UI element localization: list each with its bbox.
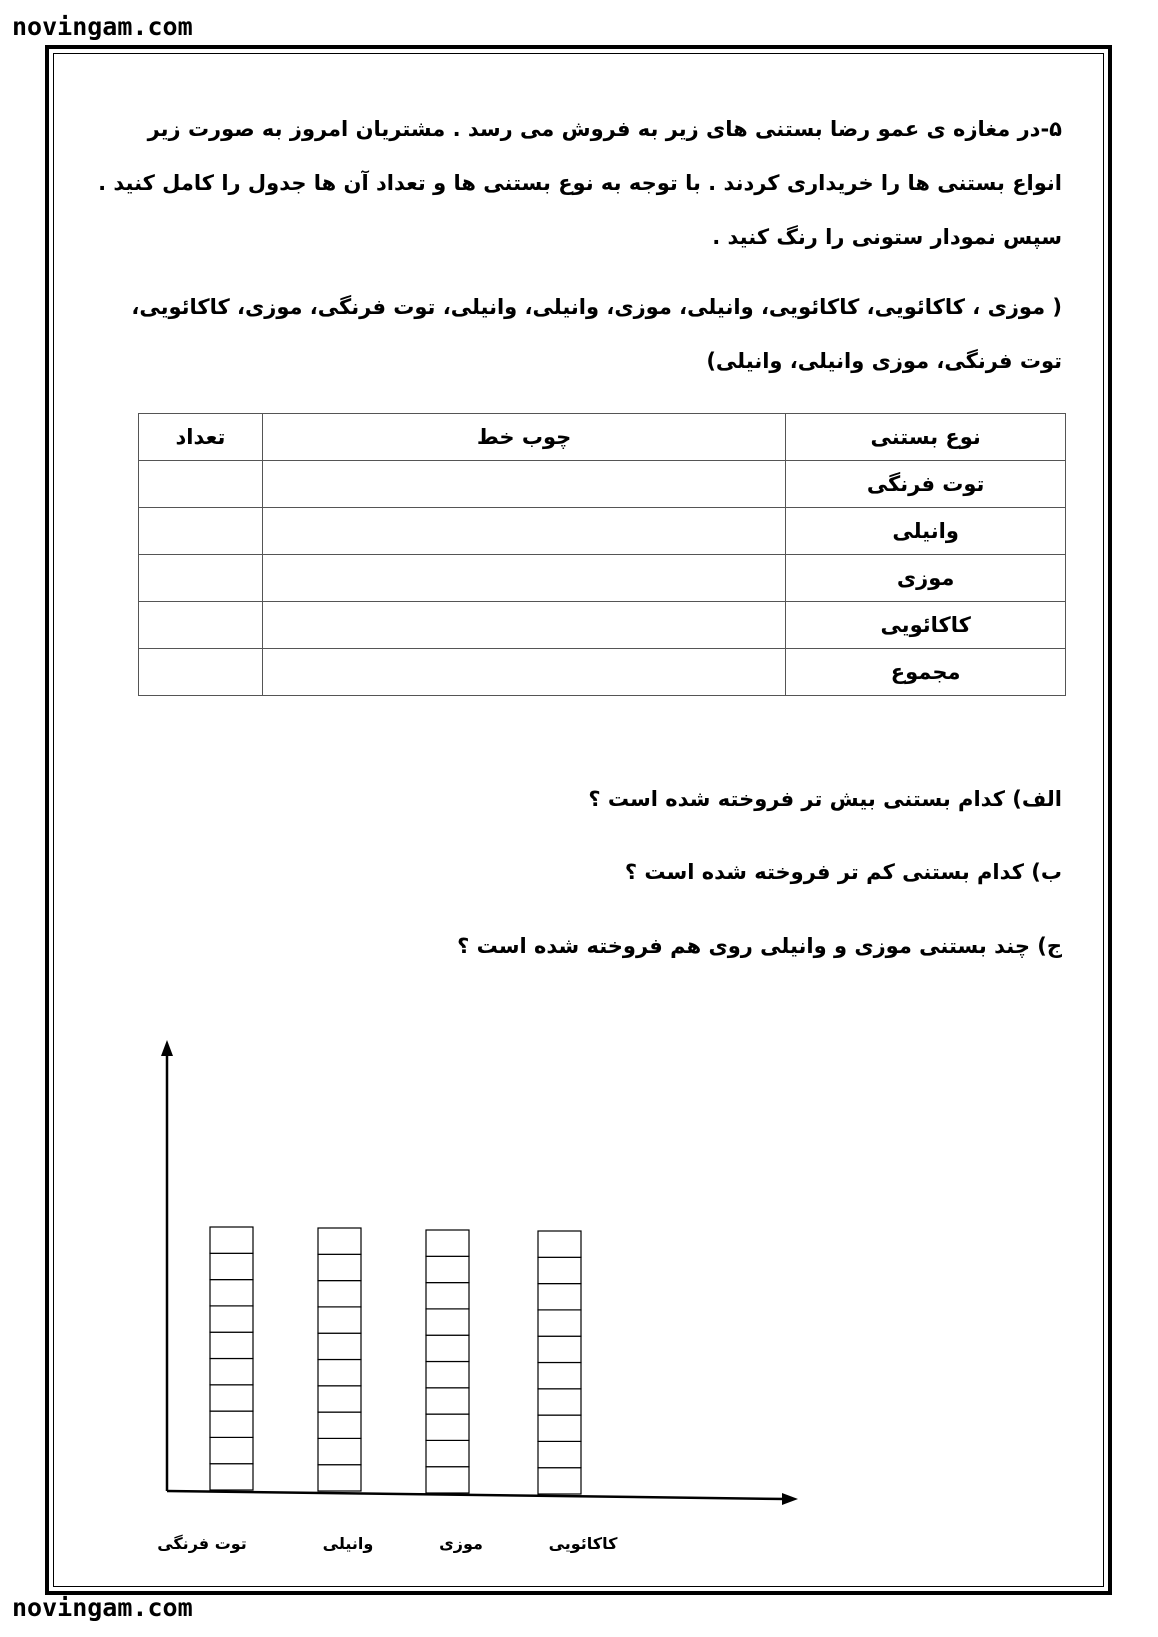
column-1 <box>210 1227 253 1490</box>
column-cell[interactable] <box>210 1359 253 1385</box>
column-cell[interactable] <box>538 1336 581 1362</box>
header-count: تعداد <box>139 414 263 461</box>
site-watermark-bottom: novingam.com <box>12 1593 193 1622</box>
column-cell[interactable] <box>318 1412 361 1438</box>
column-cell[interactable] <box>210 1437 253 1463</box>
column-cell[interactable] <box>426 1362 469 1388</box>
row-label-vanilla: وانیلی <box>786 508 1066 555</box>
column-cell[interactable] <box>210 1385 253 1411</box>
flavor-sales-list: ( موزی ، کاکائویی، کاکائویی، وانیلی، موزی، وانیلی، وانیلی، توت فرنگی، موزی، کاکائویی، توت فرنگی، موزی وانیلی، وانیلی) <box>131 295 1062 373</box>
header-tally: چوب خط <box>262 414 785 461</box>
x-tick-label: کاکائویی <box>548 1534 618 1553</box>
column-cell[interactable] <box>538 1468 581 1494</box>
column-cell[interactable] <box>426 1309 469 1335</box>
column-cell[interactable] <box>318 1228 361 1254</box>
column-cell[interactable] <box>210 1411 253 1437</box>
column-cell[interactable] <box>538 1284 581 1310</box>
column-cell[interactable] <box>426 1467 469 1493</box>
site-watermark-top: novingam.com <box>12 12 193 41</box>
column-cell[interactable] <box>426 1230 469 1256</box>
x-axis <box>167 1491 786 1499</box>
column-cell[interactable] <box>210 1464 253 1490</box>
header-flavor-type: نوع بستنی <box>786 414 1066 461</box>
column-cell[interactable] <box>210 1280 253 1306</box>
row-label-banana: موزی <box>786 555 1066 602</box>
column-cell[interactable] <box>426 1388 469 1414</box>
column-cell[interactable] <box>538 1363 581 1389</box>
column-cell[interactable] <box>538 1415 581 1441</box>
x-tick-label: وانیلی <box>322 1534 374 1553</box>
column-cell[interactable] <box>426 1440 469 1466</box>
column-cell[interactable] <box>318 1281 361 1307</box>
column-cell[interactable] <box>318 1386 361 1412</box>
column-4 <box>538 1231 581 1494</box>
column-cell[interactable] <box>210 1332 253 1358</box>
row-label-chocolate: کاکائویی <box>786 602 1066 649</box>
column-cell[interactable] <box>426 1283 469 1309</box>
column-cell[interactable] <box>538 1231 581 1257</box>
column-cell[interactable] <box>210 1253 253 1279</box>
question-b: ب) کدام بستنی کم تر فروخته شده است ؟ <box>624 860 1062 884</box>
column-2 <box>318 1228 361 1491</box>
column-cell[interactable] <box>210 1306 253 1332</box>
column-cell[interactable] <box>318 1438 361 1464</box>
column-cell[interactable] <box>538 1310 581 1336</box>
column-cell[interactable] <box>426 1414 469 1440</box>
column-cell[interactable] <box>318 1360 361 1386</box>
column-cell[interactable] <box>426 1256 469 1282</box>
y-axis-arrow-icon <box>161 1040 173 1056</box>
column-cell[interactable] <box>318 1254 361 1280</box>
column-cell[interactable] <box>538 1257 581 1283</box>
question-instructions: ۵-در مغازه ی عمو رضا بستنی های زیر به فروش می رسد . مشتریان امروز به صورت زیر انواع بستنی ها را خریداری کردند . با توجه به نوع بستنی ها و تعداد آن ها جدول را کامل کنید . سپس نمودار ستونی را رنگ کنید . <box>98 117 1062 249</box>
row-label-strawberry: توت فرنگی <box>786 461 1066 508</box>
column-cell[interactable] <box>538 1441 581 1467</box>
row-label-total: مجموع <box>786 649 1066 696</box>
column-cell[interactable] <box>210 1227 253 1253</box>
x-axis-arrow-icon <box>782 1493 798 1505</box>
x-tick-label: موزی <box>439 1534 483 1553</box>
column-cell[interactable] <box>318 1465 361 1491</box>
column-cell[interactable] <box>426 1335 469 1361</box>
question-a: الف) کدام بستنی بیش تر فروخته شده است ؟ <box>588 787 1062 811</box>
column-3 <box>426 1230 469 1493</box>
column-cell[interactable] <box>318 1333 361 1359</box>
column-cell[interactable] <box>538 1389 581 1415</box>
x-tick-label: توت فرنگی <box>157 1534 247 1553</box>
column-cell[interactable] <box>318 1307 361 1333</box>
question-c: ج) چند بستنی موزی و وانیلی روی هم فروخته شده است ؟ <box>457 934 1062 958</box>
